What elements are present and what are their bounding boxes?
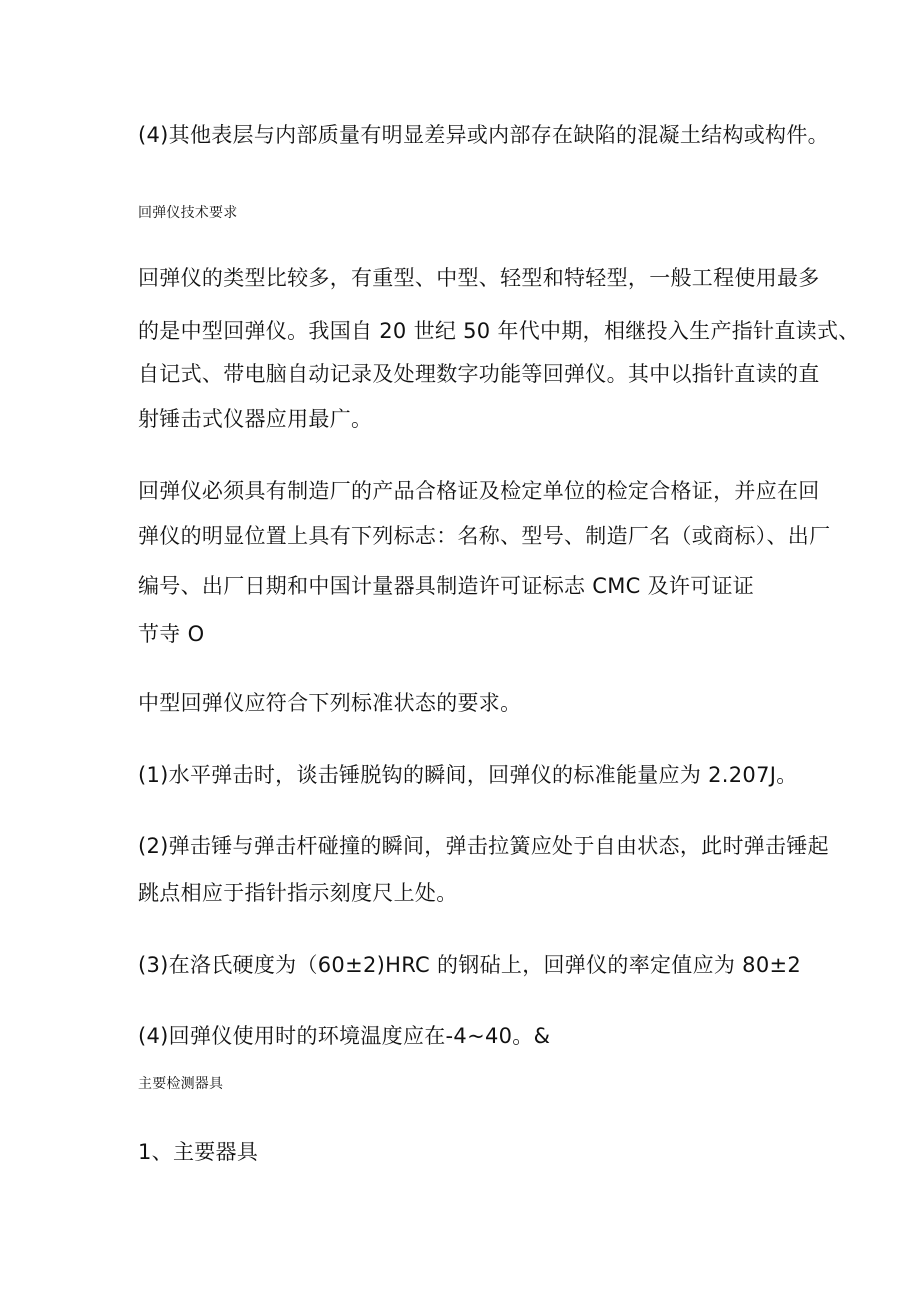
para-types-line-1: 回弹仪的类型比较多，有重型、中型、轻型和特轻型，一般工程使用最多 <box>138 266 820 290</box>
requirement-4: (4)回弹仪使用时的环境温度应在-4~40。& <box>138 1024 551 1048</box>
para-types-line-3: 自记式、带电脑自动记录及处理数字功能等回弹仪。其中以指针直读的直 <box>138 362 820 386</box>
para-cert-line-1: 回弹仪必须具有制造厂的产品合格证及检定单位的检定合格证，并应在回 <box>138 479 820 503</box>
heading-main-equipment: 主要检测器具 <box>138 1076 224 1092</box>
standard-intro: 中型回弹仪应符合下列标准状态的要求。 <box>138 691 522 715</box>
para-cert-line-3: 编号、出厂日期和中国计量器具制造许可证标志 CMC 及许可证证 <box>138 574 755 598</box>
para-types-line-2: 的是中型回弹仪。我国自 20 世纪 50 年代中期，相继投入生产指针直读式、 <box>138 319 860 343</box>
requirement-2-line-1: (2)弹击锤与弹击杆碰撞的瞬间，弹击拉簧应处于自由状态，此时弹击锤起 <box>138 834 829 858</box>
requirement-2-line-2: 跳点相应于指针指示刻度尺上处。 <box>138 881 458 905</box>
para-cert-line-2: 弹仪的明显位置上具有下列标志：名称、型号、制造厂名（或商标）、出厂 <box>138 524 831 548</box>
section-1-main-equipment: 1、主要器具 <box>138 1140 259 1164</box>
requirement-1: (1)水平弹击时，谈击锤脱钩的瞬间，回弹仪的标准能量应为 2.207J。 <box>138 763 798 787</box>
item-4-defects: (4)其他表层与内部质量有明显差异或内部存在缺陷的混凝土结构或构件。 <box>138 123 829 147</box>
para-cert-line-4: 节寺 O <box>138 622 205 646</box>
requirement-3: (3)在洛氏硬度为（60±2)HRC 的钢砧上，回弹仪的率定值应为 80±2 <box>138 953 802 977</box>
para-types-line-4: 射锤击式仪器应用最广。 <box>138 407 373 431</box>
heading-rebound-tech-requirements: 回弹仪技术要求 <box>138 205 238 221</box>
